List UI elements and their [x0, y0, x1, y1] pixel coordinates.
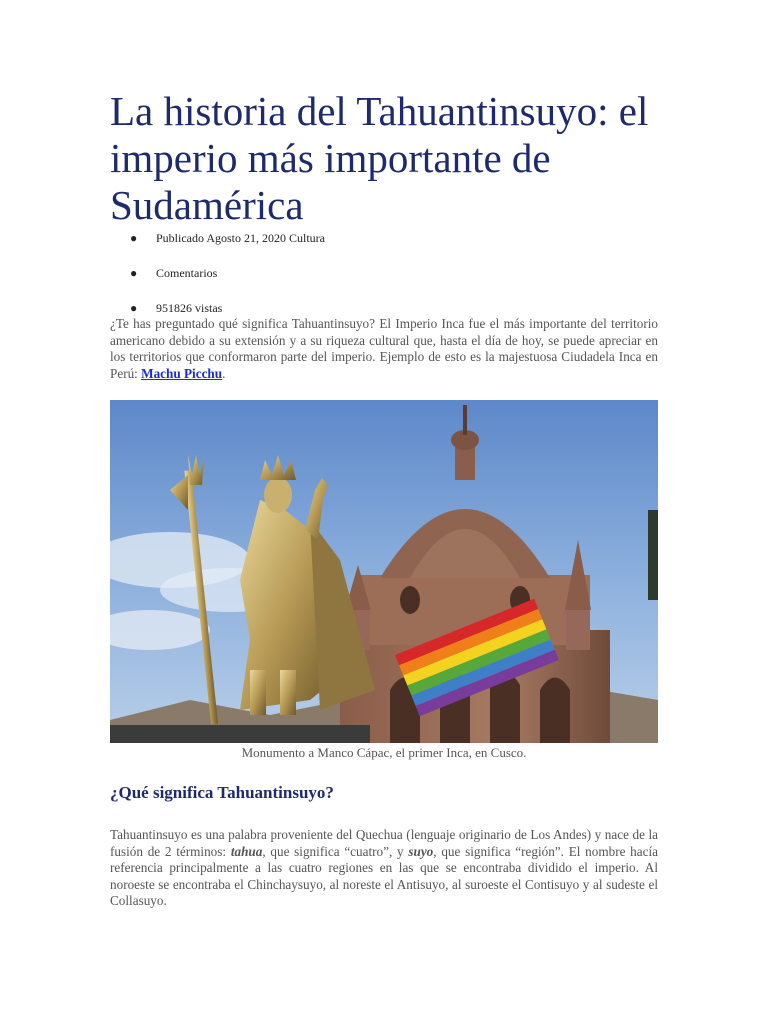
section-heading: ¿Qué significa Tahuantinsuyo? — [110, 783, 334, 802]
term-suyo: suyo — [408, 843, 434, 859]
view-count: 951826 vistas — [156, 301, 223, 315]
comments-link[interactable]: Comentarios — [156, 266, 218, 280]
term-tahua: tahua — [230, 843, 263, 859]
machu-picchu-link[interactable]: Machu Picchu — [141, 365, 223, 381]
section-text-1: Tahuantinsuyo es una palabra proveniente del Quechua (lenguaje originario de Los Andes) y nace de la fusión de 2 términos: — [110, 827, 658, 859]
intro-paragraph — [110, 316, 658, 382]
section-paragraph — [110, 827, 658, 910]
intro-end: . — [222, 365, 226, 381]
article-photo — [110, 400, 658, 743]
section-text-3: , que significa “región”. El nombre hacía referencia principalmente a las cuatro regiones en las que se encontraba dividido el imperio. Al noroeste se encontraba el Chinchaysuyo, al noreste el Antisuyo, al suroeste el Contisuyo y al sudeste el Collasuyo. — [110, 843, 659, 908]
section-text-2: , que significa “cuatro”, y — [262, 843, 409, 859]
bullet-icon: ● — [130, 301, 138, 315]
bullet-icon: ● — [130, 231, 138, 245]
published-date: Publicado Agosto 21, 2020 Cultura — [156, 231, 325, 245]
image-caption: Monumento a Manco Cápac, el primer Inca, en Cusco. — [241, 745, 527, 760]
bullet-icon: ● — [130, 266, 138, 280]
article-title: La historia del Tahuantinsuyo: el imperio más importante de Sudamérica — [110, 88, 649, 228]
intro-text: ¿Te has preguntado qué significa Tahuantinsuyo? El Imperio Inca fue el más importante del territorio americano debido a su extensión y a su riqueza cultural que, hasta el día de hoy, se puede apreciar en los territorios que conformaron parte del imperio. Ejemplo de esto es la majestuosa Ciudadela Inca en Perú: — [110, 316, 658, 381]
